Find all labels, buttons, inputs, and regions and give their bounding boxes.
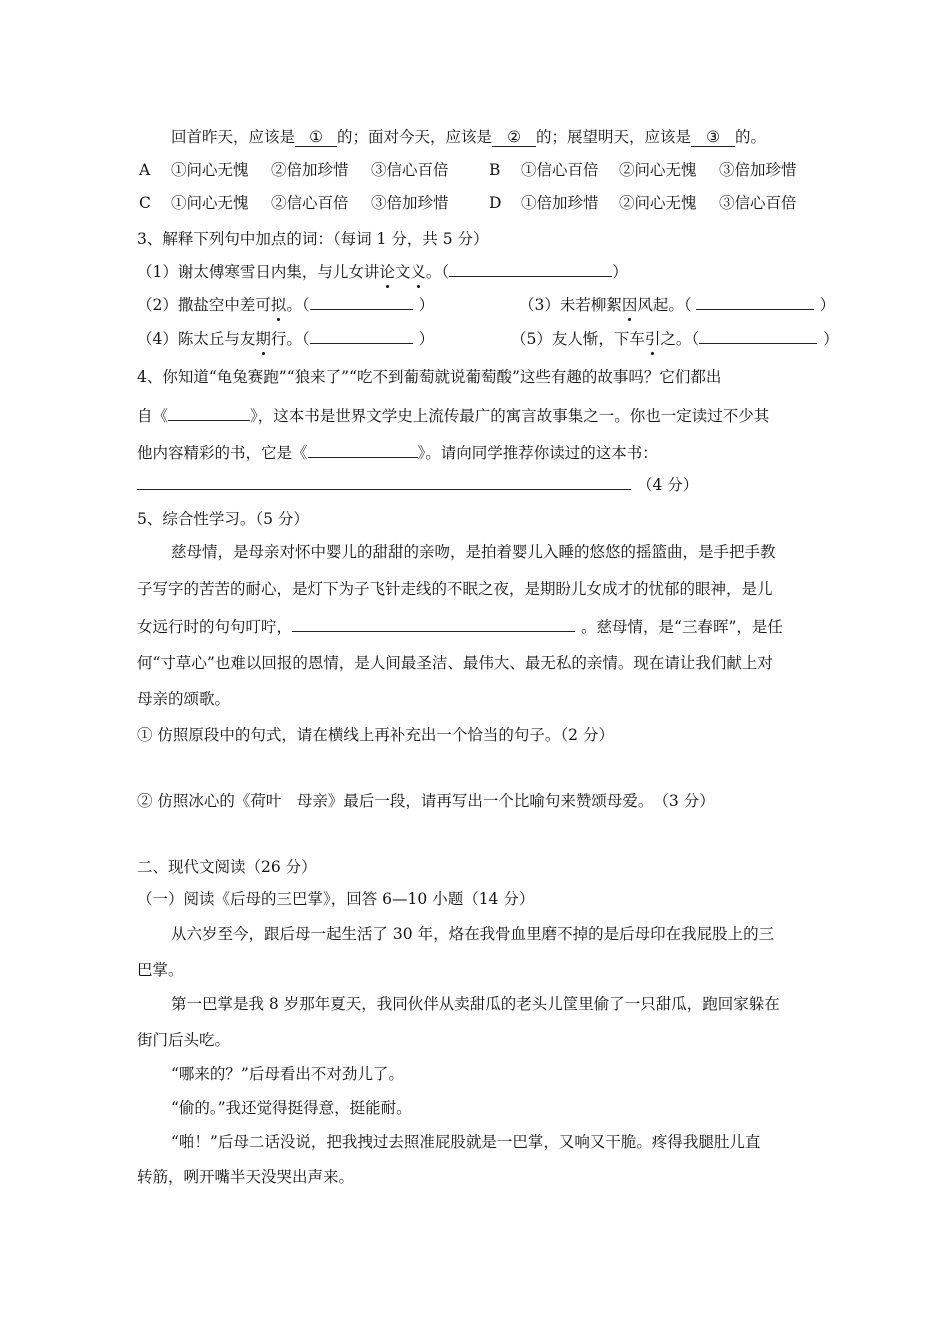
dotted-char: 拟: [270, 296, 287, 314]
q3-item-3: [519, 293, 835, 316]
paragraph-line: 母亲的颂歌。: [137, 690, 231, 708]
sentence-text: ）: [418, 330, 435, 348]
answer-blank[interactable]: [310, 327, 413, 344]
recommendation-blank[interactable]: [137, 473, 631, 490]
answer-blank[interactable]: [699, 327, 817, 344]
sentence-text: （4）陈太丘与友: [137, 330, 256, 348]
story-line: 第一巴掌是我 8 岁那年夏天，我同伙伴从卖甜瓜的老头儿筐里偷了一只甜瓜，跑回家躲在: [171, 995, 780, 1013]
sentence-text: 行。（: [270, 330, 310, 348]
sentence-text: 女远行时的句句叮咛，: [137, 618, 293, 636]
option-b[interactable]: [489, 159, 797, 181]
option-item: ②问心无愧: [619, 194, 697, 212]
sentence-text: ）: [823, 330, 839, 348]
story-line: 巴掌。: [137, 961, 184, 979]
answer-blank[interactable]: [292, 615, 575, 632]
q5-sub-question-2: ② 仿照冰心的《荷叶 母亲》最后一段，请再写出一个比喻句来赞颂母爱。 （3 分）: [137, 792, 715, 810]
option-item: ②问心无愧: [619, 161, 697, 179]
q4-line-4: [137, 473, 698, 496]
sentence-text: 风起。（: [637, 296, 692, 314]
option-item: ②信心百倍: [271, 194, 349, 212]
option-item: ①问心无愧: [171, 194, 249, 212]
dotted-char: 期: [255, 330, 271, 348]
q4-line-3: [137, 441, 658, 464]
sentence-text: 。（: [425, 263, 450, 281]
paragraph-line: [137, 615, 783, 638]
story-line: “偷的。”我还觉得挺得意，挺能耐。: [171, 1099, 412, 1117]
sentence-text: （3）未若柳絮: [519, 296, 622, 314]
section-subtitle: （一）阅读《后母的三巴掌》，回答 6—10 小题（14 分）: [137, 890, 535, 908]
option-item: ①信心百倍: [521, 161, 599, 179]
option-letter: D: [489, 194, 502, 212]
option-letter: C: [139, 194, 151, 212]
book-title-blank[interactable]: [308, 441, 418, 458]
answer-blank-1[interactable]: ①: [295, 128, 337, 147]
q3-item-2: [137, 293, 434, 316]
sentence-text: 》。请向同学推荐你读过的这本书：: [417, 444, 658, 462]
intro-text-4: 的。: [735, 128, 767, 146]
answer-blank-2[interactable]: ②: [492, 128, 536, 147]
answer-blank[interactable]: [449, 260, 612, 277]
sentence-text: 。慈母情，是“三春晖”，是任: [581, 618, 783, 636]
intro-text-2: 的；面对今天，应该是: [337, 128, 493, 146]
q3-item-5: [511, 327, 839, 350]
option-item: ①问心无愧: [171, 161, 249, 179]
paragraph-line: 何“寸草心”也难以回报的恩情，是人间最圣洁、最伟大、最无私的亲情。现在请让我们献上对: [137, 654, 773, 672]
dotted-char: 义: [410, 263, 426, 281]
sentence-text: ）: [819, 296, 836, 314]
q3-item-1: [137, 260, 628, 283]
story-line: “啪！”后母二话没说，把我拽过去照准屁股就是一巴掌，又响又干脆。疼得我腿肚儿直: [171, 1133, 761, 1151]
question-3-title: 3、解释下列句中加点的词：（每词 1 分，共 5 分）: [137, 230, 489, 248]
dotted-char: 论: [379, 263, 395, 281]
question-5-title: 5、综合性学习。（5 分）: [137, 510, 309, 528]
intro-text-1: 回首昨天，应该是: [171, 128, 296, 146]
sentence-text: 他内容精彩的书，它是《: [137, 444, 308, 462]
option-c[interactable]: [139, 192, 449, 214]
option-item: ③信心百倍: [371, 161, 449, 179]
option-letter: A: [139, 161, 151, 179]
option-letter: B: [489, 161, 501, 179]
sentence-text: （5）友人惭，下车: [511, 330, 645, 348]
story-line: 从六岁至今，跟后母一起生活了 30 年，烙在我骨血里磨不掉的是后母印在我屁股上的三: [171, 925, 775, 943]
option-item: ①倍加珍惜: [521, 194, 599, 212]
intro-sentence: [171, 126, 766, 148]
sentence-text: ）: [418, 296, 435, 314]
option-item: ③倍加珍惜: [719, 161, 797, 179]
answer-blank[interactable]: [696, 293, 814, 310]
story-line: “哪来的？”后母看出不对劲儿了。: [171, 1065, 404, 1083]
paragraph-line: 子写字的苦苦的耐心，是灯下为子飞针走线的不眠之夜，是期盼儿女成才的忧郁的眼神，是儿: [137, 580, 773, 598]
sentence-text: ）: [612, 263, 628, 281]
story-line: 街门后头吃。: [137, 1031, 231, 1049]
sentence-text: 之。（: [660, 330, 700, 348]
section-title: 二、现代文阅读（26 分）: [137, 858, 317, 876]
sentence-text: 自《: [137, 407, 169, 425]
option-a[interactable]: [139, 159, 449, 181]
option-d[interactable]: [489, 192, 797, 214]
q5-sub-question-1: ① 仿照原段中的句式，请在横线上再补充出一个恰当的句子。（2 分）: [137, 726, 614, 744]
dotted-char: 因: [621, 296, 638, 314]
book-title-blank[interactable]: [168, 404, 250, 421]
sentence-text: 文: [394, 263, 411, 281]
dotted-char: 引: [644, 330, 661, 348]
option-item: ③信心百倍: [719, 194, 797, 212]
sentence-text: （1）谢太傅寒雪日内集，与儿女讲: [137, 263, 380, 281]
story-line: 转筋，咧开嘴半天没哭出声来。: [137, 1168, 355, 1186]
answer-blank-3[interactable]: ③: [691, 128, 735, 147]
sentence-text: 。（: [286, 296, 310, 314]
paragraph-line: 慈母情，是母亲对怀中婴儿的甜甜的亲吻，是拍着婴儿入睡的悠悠的摇篮曲，是手把手教: [171, 543, 776, 561]
q4-line-2: [137, 404, 769, 427]
q4-line-1: 4、你知道“龟兔赛跑”“狼来了”“吃不到葡萄就说葡萄酸”这些有趣的故事吗？它们都出: [137, 368, 722, 386]
option-item: ②倍加珍惜: [271, 161, 349, 179]
option-item: ③倍加珍惜: [371, 194, 449, 212]
score-label: （4 分）: [637, 476, 699, 494]
q3-item-4: [137, 327, 434, 350]
intro-text-3: 的；展望明天，应该是: [536, 128, 692, 146]
sentence-text: （2）撒盐空中差可: [137, 296, 271, 314]
answer-blank[interactable]: [310, 293, 413, 310]
sentence-text: 》，这本书是世界文学史上流传最广的寓言故事集之一。你也一定读过不少其: [250, 407, 770, 425]
